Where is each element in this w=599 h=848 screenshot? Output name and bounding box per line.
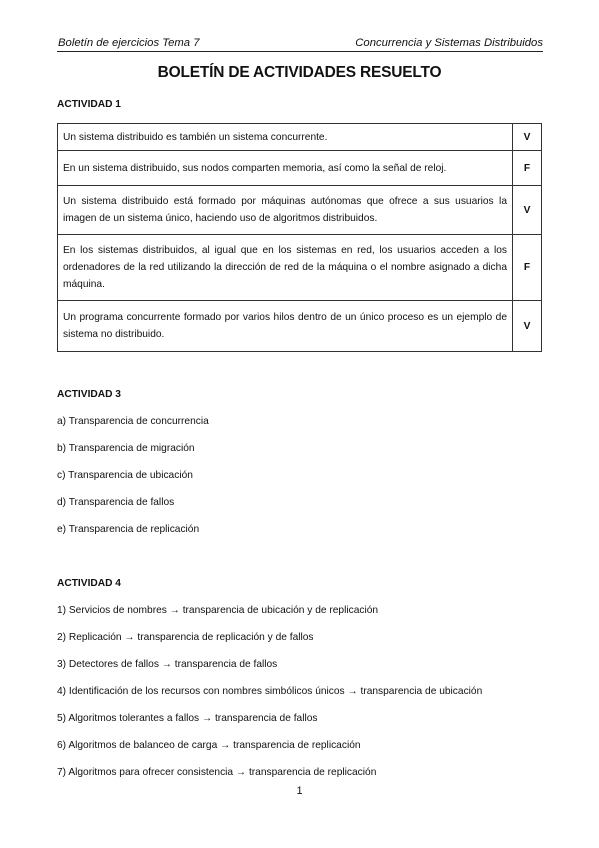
table-row	[58, 124, 542, 151]
answer-cell: V	[513, 301, 542, 352]
page-number: 1	[296, 785, 303, 797]
actividad-3-title: ACTIVIDAD 3	[57, 389, 121, 400]
table-row	[58, 186, 542, 235]
list-item: d) Transparencia de fallos	[57, 497, 175, 508]
statement-cell: Un sistema distribuido es también un sistema concurrente.	[58, 124, 513, 151]
statement-cell: Un programa concurrente formado por varios hilos dentro de un único proceso es un ejemplo de sistema no distribuido.	[58, 301, 513, 352]
actividad-1-title: ACTIVIDAD 1	[57, 99, 121, 110]
answer-cell: V	[513, 186, 542, 235]
document-title: BOLETÍN DE ACTIVIDADES RESUELTO	[157, 64, 442, 81]
list-item: 3) Detectores de fallos → transparencia de fallos	[57, 659, 278, 670]
list-item: a) Transparencia de concurrencia	[57, 416, 209, 427]
true-false-table	[57, 123, 542, 352]
list-item: 6) Algoritmos de balanceo de carga → transparencia de replicación	[57, 740, 361, 751]
header-left: Boletín de ejercicios Tema 7	[58, 37, 200, 49]
statement-cell: Un sistema distribuido está formado por máquinas autónomas que ofrece a sus usuarios la imagen de un sistema único, haciendo uso de algoritmos distribuidos.	[58, 186, 513, 235]
list-item: 1) Servicios de nombres → transparencia de ubicación y de replicación	[57, 605, 379, 616]
answer-cell: F	[513, 235, 542, 301]
list-item: 2) Replicación → transparencia de replicación y de fallos	[57, 632, 314, 643]
page-header	[57, 37, 543, 52]
answer-cell: V	[513, 124, 542, 151]
list-item: e) Transparencia de replicación	[57, 524, 200, 535]
list-item: 7) Algoritmos para ofrecer consistencia → transparencia de replicación	[57, 767, 377, 778]
statement-cell: En un sistema distribuido, sus nodos comparten memoria, así como la señal de reloj.	[58, 151, 513, 186]
list-item: c) Transparencia de ubicación	[57, 470, 193, 481]
actividad-4-title: ACTIVIDAD 4	[57, 578, 121, 589]
statement-cell: En los sistemas distribuidos, al igual que en los sistemas en red, los usuarios acceden a los ordenadores de la red utilizando la dirección de red de la máquina o el nombre asignado a dicha máquina.	[58, 235, 513, 301]
list-item: b) Transparencia de migración	[57, 443, 195, 454]
header-right: Concurrencia y Sistemas Distribuidos	[355, 37, 543, 49]
list-item: 5) Algoritmos tolerantes a fallos → transparencia de fallos	[57, 713, 318, 724]
list-item: 4) Identificación de los recursos con nombres simbólicos únicos → transparencia de ubicación	[57, 686, 483, 697]
table-row	[58, 301, 542, 352]
table-row	[58, 235, 542, 301]
table-row	[58, 151, 542, 186]
answer-cell: F	[513, 151, 542, 186]
